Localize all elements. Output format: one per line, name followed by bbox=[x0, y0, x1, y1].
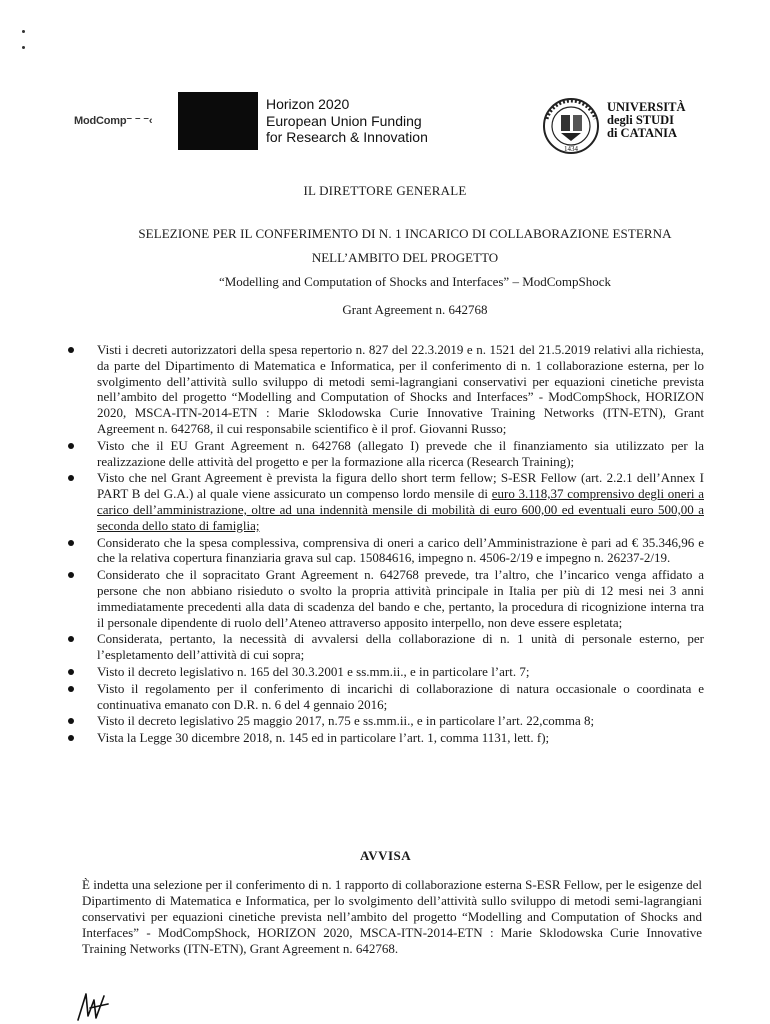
list-item: Considerato che il sopracitato Grant Agreement n. 642768 prevede, tra l’altro, che l’incarico venga affidato a persone che non abbiano risieduto o svolto la propria attività principale in Italia per più di 12 mesi nei 3 anni immediatamente precedenti alla data di scadenza del bando e che, pertanto, la procedura di ricognizione interna tra il personale dipendente di ruolo dell’Ateneo attraverso apposito interpello, non deve essere espletata; bbox=[68, 567, 704, 630]
university-seal-icon bbox=[537, 97, 605, 155]
list-item bbox=[68, 470, 704, 533]
bullet-icon bbox=[68, 572, 74, 578]
list-item: Visto il decreto legislativo n. 165 del 30.3.2001 e ss.mm.ii., e in particolare l’art. 7; bbox=[68, 664, 704, 680]
eu-line: Horizon 2020 bbox=[266, 96, 350, 112]
university-line: di CATANIA bbox=[607, 126, 678, 140]
announcement-paragraph: È indetta una selezione per il conferimento di n. 1 rapporto di collaborazione esterna S-ESR Fellow, per le esigenze del Dipartimento di Matematica e Informatica, per lo svolgimento dell’attività sullo sviluppo di metodi semi-lagrangiani conservativi per equazioni cinetiche prevista nell’ambito del progetto “Modelling and Computation of Shocks and Interfaces” - ModCompShock, HORIZON 2020, MSCA-ITN-2014-ETN : Marie Sklodowska Curie Innovative Training Networks (ITN-ETN), Grant Agreement n. 642768. bbox=[82, 877, 702, 956]
recitals-list bbox=[68, 342, 704, 747]
document-title: SELEZIONE PER IL CONFERIMENTO DI N. 1 INCARICO DI COLLABORAZIONE ESTERNA bbox=[138, 226, 672, 241]
fellow-text: Visto che nel Grant Agreement è prevista la figura dello short term fellow; S-ESR Fellow (art. 2.2.1 dell’Annex I PART B del G.A.) al quale viene assicurato un compenso lordo mensile di bbox=[97, 470, 704, 502]
issuer-heading: IL DIRETTORE GENERALE bbox=[303, 183, 467, 198]
bullet-icon bbox=[68, 669, 74, 675]
fellow-compensation: euro 3.118,37 comprensivo degli oneri a carico dell’amministrazione, oltre ad una indennità mensile di mobilità di euro 600,00 ed eventuali euro 500,00 a seconda dello stato di famiglia; bbox=[97, 486, 704, 533]
list-item: Considerata, pertanto, la necessità di avvalersi della collaborazione di n. 1 unità di personale esterno, per l’espletamento dell’attività di cui sopra; bbox=[68, 631, 704, 663]
university-name bbox=[607, 101, 686, 140]
list-item: Visto il decreto legislativo 25 maggio 2017, n.75 e ss.mm.ii., e in particolare l’art. 22,comma 8; bbox=[68, 713, 704, 729]
list-item: Considerato che la spesa complessiva, comprensiva di oneri a carico dell’Amministrazione è pari ad € 35.346,96 e che la relativa copertura finanziaria grava sul cap. 15084616, impegno n. 4506-2/19 e impegno n. 26237-2/19. bbox=[68, 535, 704, 567]
bullet-icon bbox=[68, 540, 74, 546]
scan-marks bbox=[22, 30, 26, 62]
list-item: Visto il regolamento per il conferimento di incarichi di collaborazione di natura occasionale o coordinata e continuativa emanato con D.R. n. 6 del 4 gennaio 2016; bbox=[68, 681, 704, 713]
modcompshock-logo-text: ModComp⁻ ⁻ ⁻‹ bbox=[74, 115, 153, 127]
list-item: Visti i decreti autorizzatori della spesa repertorio n. 827 del 22.3.2019 e n. 1521 del 21.5.2019 relativi alla richiesta, da parte del Dipartimento di Matematica e Informatica, per il conferimento di n. 1 collaborazione esterna, per lo svolgimento dell’attività sullo sviluppo di metodi semi-lagrangiani conservativi per equazioni cinetiche prevista nell’ambito del progetto “Modelling and Computation of Shocks and Interfaces” - ModCompShock, HORIZON 2020, MSCA-ITN-2014-ETN : Marie Sklodowska Curie Innovative Training Networks (ITN-ETN), Grant Agreement n. 642768, il cui responsabile scientifico è il prof. Giovanni Russo; bbox=[68, 342, 704, 437]
eu-line: for Research & Innovation bbox=[266, 129, 428, 145]
university-line: UNIVERSITÀ bbox=[607, 100, 686, 114]
bullet-icon bbox=[68, 443, 74, 449]
seal-year: 1434 bbox=[564, 145, 578, 153]
bullet-icon bbox=[68, 347, 74, 353]
handwritten-signature-icon bbox=[74, 990, 114, 1024]
eu-flag-logo bbox=[178, 92, 258, 150]
bullet-icon bbox=[68, 686, 74, 692]
bullet-icon bbox=[68, 718, 74, 724]
eu-line: European Union Funding bbox=[266, 112, 422, 129]
avvisa-heading: AVVISA bbox=[360, 848, 412, 863]
bullet-icon bbox=[68, 735, 74, 741]
grant-agreement: Grant Agreement n. 642768 bbox=[342, 302, 488, 317]
list-item: Visto che il EU Grant Agreement n. 642768 (allegato I) prevede che il finanziamento sia utilizzato per la realizzazione delle attività del progetto e per la formazione alla ricerca (Research Training); bbox=[68, 438, 704, 470]
document-subtitle: NELL’AMBITO DEL PROGETTO bbox=[311, 250, 499, 265]
university-line: degli STUDI bbox=[607, 113, 675, 127]
project-name: “Modelling and Computation of Shocks and Interfaces” – ModCompShock bbox=[218, 274, 612, 289]
bullet-icon bbox=[68, 636, 74, 642]
bullet-icon bbox=[68, 475, 74, 481]
list-item: Vista la Legge 30 dicembre 2018, n. 145 ed in particolare l’art. 1, comma 1131, lett. f); bbox=[68, 730, 704, 746]
horizon-2020-caption bbox=[266, 96, 428, 146]
letterhead bbox=[0, 0, 770, 175]
